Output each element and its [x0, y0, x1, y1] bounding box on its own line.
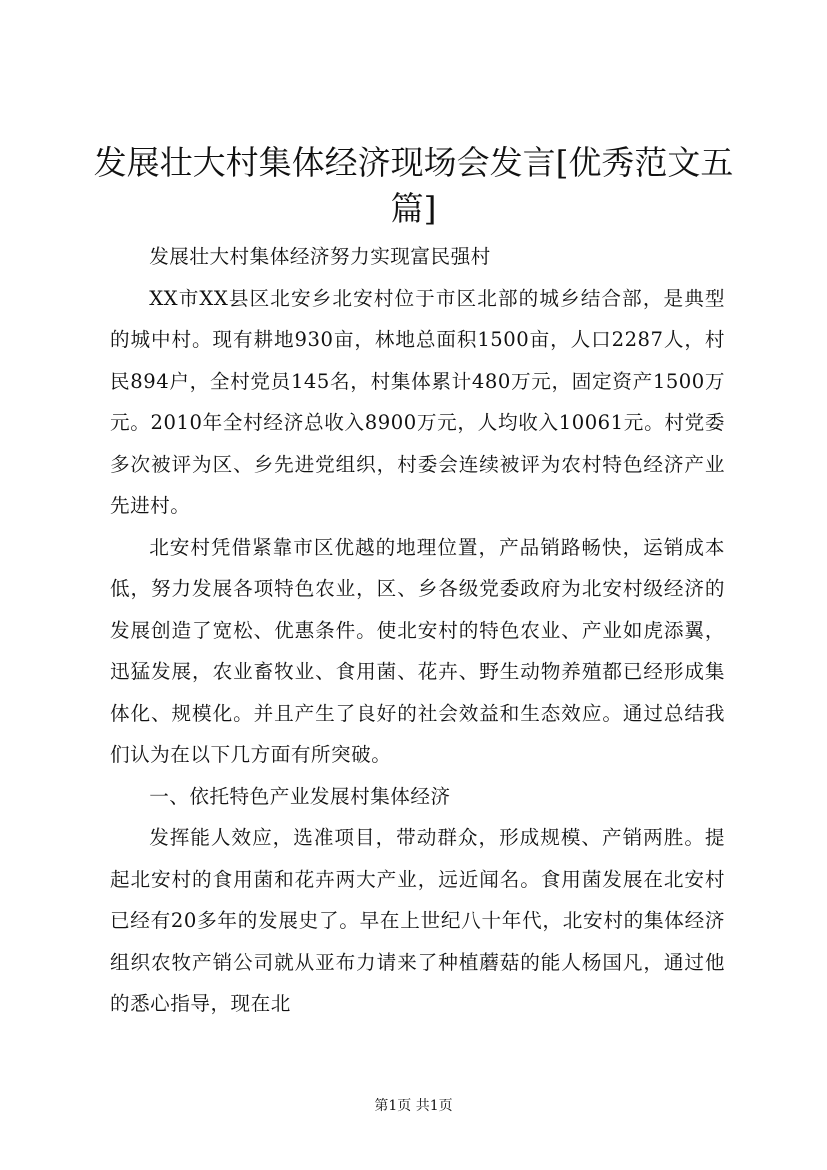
document-body — [110, 236, 725, 1025]
page-footer: 第1页 共1页 — [374, 1098, 453, 1114]
document-title: 发展壮大村集体经济现场会发言[优秀范文五篇] — [93, 143, 734, 228]
paragraph-development: 北安村凭借紧靠市区优越的地理位置，产品销路畅快，运销成本低，努力发展各项特色农业，区、乡各级党委政府为北安村级经济的发展创造了宽松、优惠条件。使北安村的特色农业、产业如虎添翼，迅猛发展，农业畜牧业、食用菌、花卉、野生动物养殖都已经形成集体化、规模化。并且产生了良好的社会效益和生态效应。通过总结我们认为在以下几方面有所突破。 — [110, 535, 725, 766]
section-heading-1: 一、依托特色产业发展村集体经济 — [149, 784, 451, 808]
paragraph-subtitle: 发展壮大村集体经济努力实现富民强村 — [149, 245, 491, 268]
paragraph-mushroom-industry: 发挥能人效应，选准项目，带动群众，形成规模、产销两胜。提起北安村的食用菌和花卉两大产业，远近闻名。食用菌发展在北安村已经有20多年的发展史了。早在上世纪八十年代，北安村的集体经济组织农牧产销公司就从亚布力请来了种植蘑菇的能人杨国凡，通过他的悉心指导，现在北 — [110, 826, 725, 1015]
paragraph-village-overview: XX市XX县区北安乡北安村位于市区北部的城乡结合部，是典型的城中村。现有耕地930亩，林地总面积1500亩，人口2287人，村民894户，全村党员145名，村集体累计480万元，固定资产1500万元。2010年全村经济总收入8900万元，人均收入10061元。村党委多次被评为区、乡先进党组织，村委会连续被评为农村特色经济产业先进村。 — [110, 286, 725, 517]
